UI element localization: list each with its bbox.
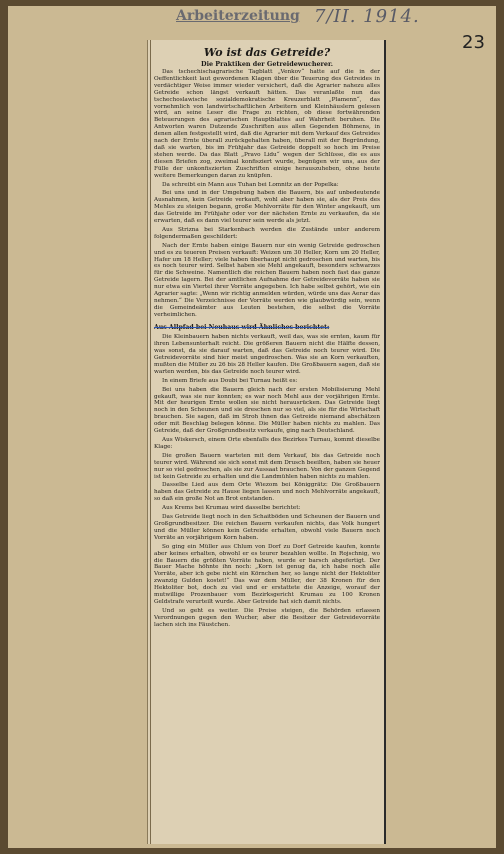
section-heading: Aus Allpfad bei Neuhaus wird Ähnliches berichtet: [154, 323, 330, 331]
paragraph: Aus Strizna bei Starkenbach werden die Zustände unter anderem folgendermaßen geschildert: [154, 226, 380, 240]
paragraph: Die Kleinbauern haben nichts verkauft, weil das, was sie ernten, kaum für ihren Lebensunterhalt reicht. Die größeren Bauern nicht die Hälfte dessen, was sonst, da sie darauf warten, daß das Getreide noch teurer wird. Die Getreidevorräte sind hier meist ungedroschen. Was sie an Korn verkauften, mußten die Müller zu 26 bis 28 Heller kaufen. Die Großbauern sagen, daß sie warten werden, bis das Getreide noch teurer wird. [154, 334, 380, 375]
article-subtitle: Die Praktiken der Getreidewucherer. [201, 60, 333, 68]
paragraph: Aus Wiskersch, einem Orte ebenfalls des Bezirkes Turnau, kommt dieselbe Klage: [154, 437, 380, 450]
paragraph: Das tschechischagrarische Tagblatt „Venkov“ hatte auf die in der Oeffentlichkeit laut gewordenen Klagen über die Teuerung des Getreides in verdächtiger Weise immer wieder versichert, daß die Agrarier nahezu alles Getreide schon längst verkauft hätten. Das veranlaßte nun das tschechoslawische sozialdemokratische Kreuzerblatt „Plamenn“, das vornehmlich von landwirtschaftlichen Arbeitern und Kleinhäuslern gelesen wird, an seine Leser die Frage zu richten, ob diese fortwährenden Beteuerungen des agrarischen Hauptblattes auf Wahrheit beruhen. Die Antworten waren Dutzende Zuschriften aus allen Gegenden Böhmens, in denen allen festgestellt wird, daß die Agrarier mit dem Verkauf des Getreides nach der Ernte überall zurückgehalten haben, überall mit der Begründung, daß sie warten, bis im Frühjahr das Getreide doppelt so hoch im Preise stehen werde. Da das Blatt „Pravo Lidu“ wegen der Schlüsse, die es aus diesen Briefen zog, zweimal konfisziert wurde, begnügen wir uns, aus der Fülle der unkonfiszierten Zuschriften einige herauszuheben, ohne heute weitere Bemerkungen daran zu knüpfen. [154, 69, 380, 179]
paragraph: Aus Krems bei Krumau wird dasselbe berichtet: [162, 505, 301, 512]
article-title: Wo ist das Getreide? [203, 46, 331, 59]
newspaper-clipping [148, 40, 384, 844]
paragraph: Dasselbe Lied aus dem Orte Wiezom bei Königgrätz: Die Großbauern haben das Getreide zu Hause liegen lassen und noch Mehlvorräte angekauft, so daß ein große Not an Brot entstanden. [154, 482, 380, 503]
clipping-edge-rule [150, 40, 151, 844]
paragraph: Und so geht es weiter. Die Preise steigen, die Behörden erlassen Verordnungen gegen den Wucher, aber die Besitzer der Getreidevorräte lachen sich ins Fäustchen. [154, 607, 380, 628]
page-number: 23 [462, 32, 485, 53]
handwritten-date: 7/II. 1914. [314, 6, 420, 27]
paragraph: Die großen Bauern warteten mit dem Verkauf, bis das Getreide noch teurer wird. Während sie sich sonst mit dem Drusch beeilten, haben sie heuer nur so viel gedroschen, als sie zur Aussaat brauchen. Von der ganzen Gegend ist kein Getreide zu erhalten und die Landmühlen haben nichts zu mahlen. [154, 452, 380, 480]
paragraph: Da schreibt ein Mann aus Tuhan bei Lomnitz an der Popelka: [162, 181, 339, 188]
paragraph: So ging ein Müller aus Chlum von Dorf zu Dorf Getreide kaufen, konnte aber keines erhalten, obwohl er es teurer bezahlen wollte. In Rojschnig, wo die Bauern die größten Vorräte haben, wurde er barsch abgefertigt. Der Bauer Mache höhnte ihn noch: „Korn ist genug da, ich habe noch alle Vorräte, aber ich gebe nicht ein Körnchen her, so lange nicht der Hektoliter zwanzig Gulden kostet!“ Das war dem Müller, der 38 Kronen für den Hektoliter bot, doch zu viel und er erstattete die Anzeige, worauf der mutwillige Prozenbauer vom Bezirksgericht Krumau zu 100 Kronen Geldstrafe verurteilt wurde. Aber Getreide hat sich damit nichts. [154, 543, 380, 605]
newspaper-masthead: Arbeiterzeitung [176, 8, 300, 24]
paragraph: Das Getreide liegt noch in den Schaitböden und Scheunen der Bauern und Großgrundbesitzer. Die reichen Bauern verkaufen nichts, das Volk hungert und die Müller können kein Getreide erhalten, obwohl viele Bauern noch Vorräte an vorjährigem Korn haben. [154, 514, 380, 541]
paragraph: Nach der Ernte haben einige Bauern nur ein wenig Getreide gedroschen und es zu teueren Preisen verkauft: Weizen um 30 Heller, Korn um 20 Heller, Hafer um 18 Heller; viele haben überhaupt nicht gedroschen und warten, bis es noch teurer wird. Selbst haben sie Mehl angekauft, besonders schwarzes für die Schweine. Namentlich die reichen Bauern haben noch fast das ganze Getreide lagern. Bei der amtlichen Aufnahme der Getreidevorräte haben sie nur etwa ein Viertel ihrer Vorräte angegeben. Ich habe selbst gehört, wie ein Agrarier sagte: „Wenn wir richtig anmelden würden, würde uns das Aerar das nehmen.“ Die Verzeichnisse der Vorräte werden wie glaubwürdig sein, wenn die Gemeindeämter aus Leuten bestehen, die selbst die Vorräte verheimlichen. [154, 242, 380, 318]
article-body [154, 44, 380, 629]
paragraph: In einem Briefe aus Doubi bei Turnau heißt es: [162, 377, 298, 384]
archive-sheet [8, 6, 496, 848]
paragraph: Bei uns und in der Umgebung haben die Bauern, bis auf unbedeutende Ausnahmen, kein Getreide verkauft, wohl aber haben sie, als der Preis des Mehles zu steigen begann, große Mehlvorräte für den Winter angekauft, um das Getreide im Frühjahr oder vor der nächsten Ernte zu verkaufen, da sie erwarten, daß es dann viel teurer sein werde als jetzt. [154, 190, 380, 225]
paragraph: Bei uns haben die Bauern gleich nach der ersten Mobilisierung Mehl gekauft, was sie nur konnten; es war noch Mehl aus der vorjährigen Ernte. Mit der heurigen Ernte wollen sie nicht herausrücken. Das Getreide liegt noch in den Scheunen und sie dreschen nur so viel, als sie für die Wirtschaft brauchen. Sie sagen, daß im Stroh ihnen das Getreide niemand abschätzen oder mit Beschlag belegen könne. Die Müller haben nichts zu mahlen. Das Getreide, daß der Großgrundbesitz verkaufe, ging nach Deutschland. [154, 386, 380, 435]
